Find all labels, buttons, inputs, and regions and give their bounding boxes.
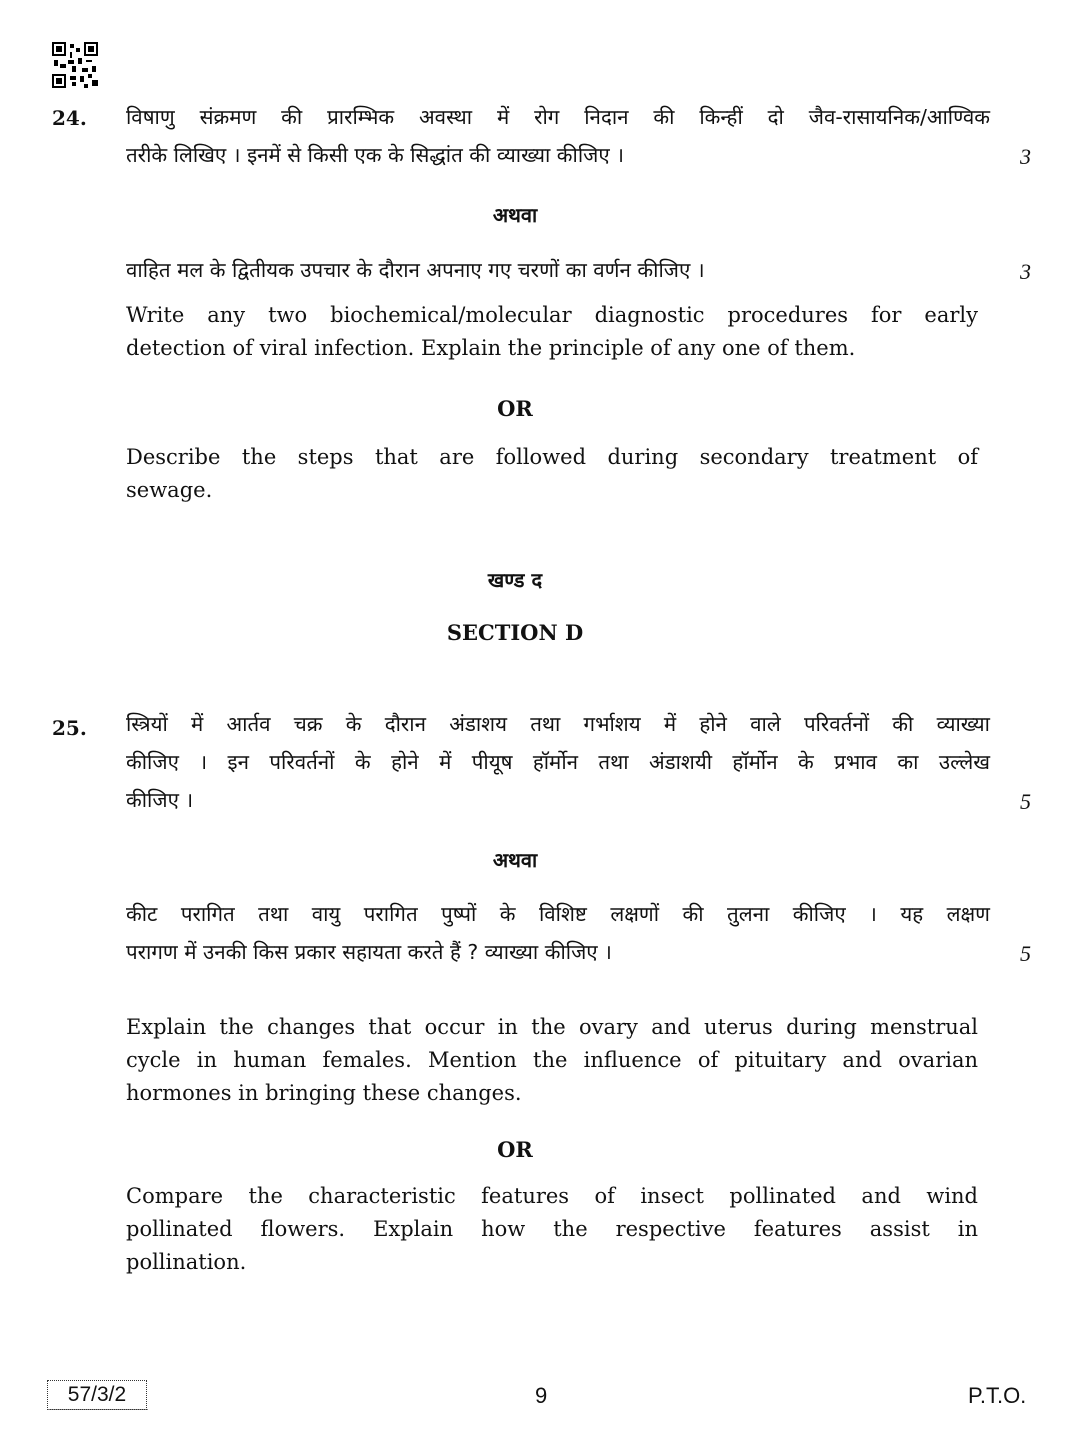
question-text-hindi: स्त्रियों में आर्तव चक्र के दौरान अंडाशय तथा गर्भाशय में होने वाले परिवर्तनों की व्याख्या <box>126 712 990 736</box>
page-number: 9 <box>535 1383 548 1408</box>
question-text-english: Explain the changes that occur in the ovary and uterus during menstrual <box>126 1015 978 1039</box>
marks-label: 5 <box>1020 941 1031 966</box>
question-text-english: Write any two biochemical/molecular diagnostic procedures for early <box>126 303 978 327</box>
pto-label: P.T.O. <box>968 1383 1027 1408</box>
alternative-text-english: Compare the characteristic features of insect pollinated and wind <box>126 1184 978 1208</box>
question-text-english: hormones in bringing these changes. <box>126 1081 522 1105</box>
alternative-text-english: Describe the steps that are followed during secondary treatment of <box>126 445 978 469</box>
paper-code: 57/3/2 <box>47 1380 147 1410</box>
question-text-hindi: कीजिए । <box>126 788 194 812</box>
marks-label: 3 <box>1020 144 1031 169</box>
question-text-english: cycle in human females. Mention the influence of pituitary and ovarian <box>126 1048 978 1072</box>
footer-divider <box>48 1409 148 1414</box>
question-text-hindi: विषाणु संक्रमण की प्रारम्भिक अवस्था में रोग निदान की किन्हीं दो जैव-रासायनिक/आण्विक <box>126 105 990 129</box>
or-heading-english: OR <box>497 1137 533 1162</box>
alternative-text-hindi: कीट परागित तथा वायु परागित पुष्पों के विशिष्ट लक्षणों की तुलना कीजिए । यह लक्षण <box>126 902 990 926</box>
question-number: 24. <box>52 106 87 130</box>
question-number: 25. <box>52 716 87 740</box>
question-text-english: detection of viral infection. Explain the principle of any one of them. <box>126 336 856 360</box>
alternative-text-english: sewage. <box>126 478 213 502</box>
or-heading-english: OR <box>497 396 533 421</box>
question-text-hindi: तरीके लिखिए । इनमें से किसी एक के सिद्धांत की व्याख्या कीजिए । <box>126 143 624 167</box>
question-text-hindi: कीजिए । इन परिवर्तनों के होने में पीयूष हॉर्मोन तथा अंडाशयी हॉर्मोन के प्रभाव का उल्लेख <box>126 750 990 774</box>
qr-code-icon <box>52 42 98 88</box>
section-heading-hindi: खण्ड द <box>487 568 543 592</box>
section-heading-english: SECTION D <box>446 620 584 645</box>
alternative-text-english: pollinated flowers. Explain how the respective features assist in <box>126 1217 978 1241</box>
or-heading-hindi: अथवा <box>492 848 538 872</box>
marks-label: 3 <box>1020 259 1031 284</box>
alternative-text-hindi: परागण में उनकी किस प्रकार सहायता करते हैं ? व्याख्या कीजिए । <box>126 940 612 964</box>
alternative-text-hindi: वाहित मल के द्वितीयक उपचार के दौरान अपनाए गए चरणों का वर्णन कीजिए । <box>126 258 705 282</box>
alternative-text-english: pollination. <box>126 1250 247 1274</box>
marks-label: 5 <box>1020 789 1031 814</box>
or-heading-hindi: अथवा <box>492 203 538 227</box>
